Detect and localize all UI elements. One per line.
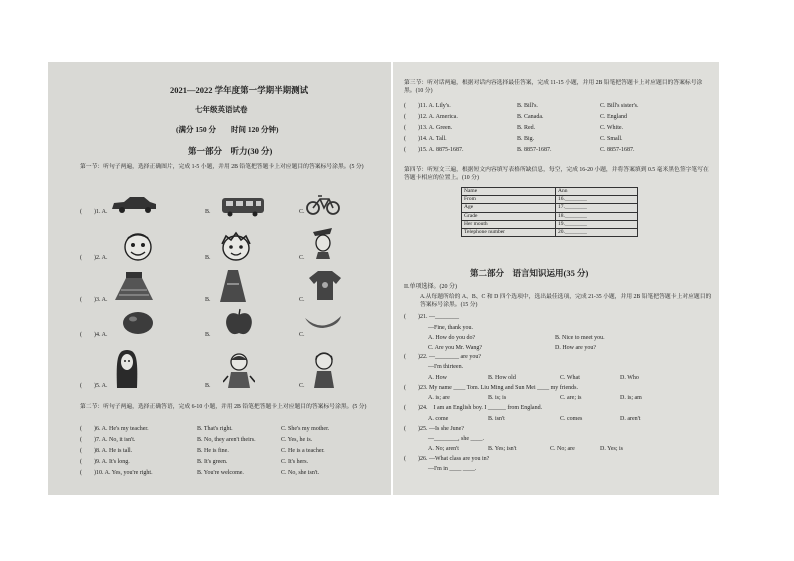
q15-c: C. 8857-1687. [600, 147, 635, 153]
table-value: 20.________ [556, 228, 638, 236]
q24-d: D. aren't [620, 416, 641, 422]
q15-b: B. 8857-1687. [517, 147, 552, 153]
dress-picture [218, 268, 248, 304]
table-row [462, 228, 638, 236]
q22-b: B. How old [488, 375, 516, 381]
q26-line2: —I'm in ____ ____. [428, 466, 477, 472]
q23-line1: ( )23. My name ____ Tom. Liu Ming and Sun Mei ____ my friends. [404, 385, 578, 391]
part2-heading: 第二部分 语言知识运用(35 分) [470, 268, 589, 278]
girl-face-picture [218, 230, 254, 262]
q10-c: C. No, she isn't. [281, 470, 320, 476]
q21-b: B. Nice to meet you. [555, 335, 605, 341]
q12-a: ( )12. A. America. [404, 114, 458, 120]
table-row [462, 212, 638, 220]
q5-b: B. [205, 383, 211, 389]
q7-a: ( )7. A. No, it isn't. [80, 437, 136, 443]
section2-instructions: 第二节：听句子两遍，选择正确答语，完成 6-10 小题，并用 2B 铅笔把答题卡上对应题目的答案标号涂黑。(5 分) [80, 404, 367, 410]
q21-line2: —Fine, thank you. [428, 325, 473, 331]
q4-label: ( )4. A. [80, 332, 108, 338]
q25-a: A. No; aren't [428, 446, 459, 452]
q22-line2: —I'm thirteen. [428, 364, 464, 370]
q22-line1: ( )22. —________ are you? [404, 354, 481, 360]
bus-picture [220, 195, 266, 217]
q1-label: ( )1. A. [80, 209, 108, 215]
q13-b: B. Red. [517, 125, 536, 131]
q10-b: B. You're welcome. [197, 470, 244, 476]
q9-c: C. It's hers. [281, 459, 309, 465]
q21-d: D. How are you? [555, 345, 596, 351]
q6-c: C. She's my mother. [281, 426, 330, 432]
table-key: Age [462, 204, 556, 212]
q21-a: A. How do you do? [428, 335, 476, 341]
q15-a: ( )15. A. 8875-1687. [404, 147, 464, 153]
q26-line1: ( )26. —What class are you in? [404, 456, 490, 462]
table-key: From [462, 196, 556, 204]
q25-line2: —________, she ____. [428, 436, 484, 442]
table-value: 16.________ [556, 196, 638, 204]
table-value: 19.________ [556, 220, 638, 228]
q8-a: ( )8. A. He is tall. [80, 448, 133, 454]
q8-b: B. He is fine. [197, 448, 229, 454]
table-value: 18.________ [556, 212, 638, 220]
boy-picture [223, 352, 255, 390]
q24-b: B. isn't [488, 416, 505, 422]
q21-line1: ( )21. —________ [404, 314, 459, 320]
q14-a: ( )14. A. Tall. [404, 136, 447, 142]
table-row [462, 188, 638, 196]
q6-a: ( )6. A. He's my teacher. [80, 426, 149, 432]
q23-c: C. are; is [560, 395, 582, 401]
q4-c: C. [299, 332, 305, 338]
part1-heading: 第一部分 听力(30 分) [188, 146, 273, 156]
q5-c: C. [299, 383, 305, 389]
q21-c: C. Are you Mr. Wang? [428, 345, 483, 351]
single-choice-heading: II.单项选择。(20 分) [404, 284, 457, 290]
table-value: 17.________ [556, 204, 638, 212]
table-key: Her mouth [462, 220, 556, 228]
apple-picture [223, 307, 255, 337]
q3-label: ( )3. A. [80, 297, 108, 303]
q6-b: B. That's right. [197, 426, 233, 432]
q11-b: B. Bill's. [517, 103, 538, 109]
q11-a: ( )11. A. Lily's. [404, 103, 451, 109]
short-hair-girl-picture [310, 350, 338, 390]
bicycle-picture [305, 192, 341, 216]
q12-c: C. England [600, 114, 627, 120]
table-row [462, 204, 638, 212]
score-time: (满分 150 分 时间 120 分钟) [176, 125, 279, 134]
q2-b: B. [205, 255, 211, 261]
table-row [462, 220, 638, 228]
q1-c: C. [299, 209, 305, 215]
section-a-instructions: A.从每题所给的 A、B、C 和 D 四个选项中，选出最佳选项，完成 21-35 小题，并用 2B 铅笔把答题卡上对应题目的答案标号涂黑。(15 分) [420, 294, 712, 308]
table-key: Name [462, 188, 556, 196]
q23-a: A. is; are [428, 395, 450, 401]
table-key: Telephone number [462, 228, 556, 236]
section3-instructions: 第三节：听对话两遍，根据对话内容选择最佳答案，完成 11-15 小题，并用 2B 铅笔把答题卡上对应题目的答案标号涂黑。(10 分) [404, 80, 703, 94]
left-exam-page [48, 62, 391, 495]
table-value: Ann [556, 188, 638, 196]
exam-title: 2021—2022 学年度第一学期半期测试 [170, 85, 309, 95]
q11-c: C. Bill's sister's. [600, 103, 639, 109]
q2-c: C. [299, 255, 305, 261]
q25-c: C. No; are [550, 446, 575, 452]
q9-a: ( )9. A. It's long. [80, 459, 130, 465]
q7-b: B. No, they aren't theirs. [197, 437, 256, 443]
q13-c: C. White. [600, 125, 624, 131]
section1-instructions: 第一节：听句子两遍，选择正确图片，完成 1-5 小题，并用 2B 铅笔把答题卡上对应题目的答案标号涂黑。(5 分) [80, 164, 364, 170]
q25-b: B. Yes; isn't [488, 446, 517, 452]
q25-line1: ( )25. —Is she June? [404, 426, 464, 432]
q1-b: B. [205, 209, 211, 215]
q5-label: ( )5. A. [80, 383, 108, 389]
right-exam-page [393, 62, 719, 495]
long-hair-girl-picture [114, 348, 140, 390]
q4-b: B. [205, 332, 211, 338]
q23-d: D. is; am [620, 395, 642, 401]
banana-picture [303, 312, 343, 334]
shirt-picture [308, 269, 342, 301]
q3-b: B. [205, 297, 211, 303]
q22-c: C. What [560, 375, 580, 381]
info-table [461, 187, 638, 237]
q10-a: ( )10. A. Yes, you're right. [80, 470, 153, 476]
q23-b: B. is; is [488, 395, 507, 401]
table-key: Grade [462, 212, 556, 220]
table-row [462, 196, 638, 204]
q22-d: D. Who [620, 375, 639, 381]
q22-a: A. How [428, 375, 447, 381]
q2-label: ( )2. A. [80, 255, 108, 261]
q8-c: C. He is a teacher. [281, 448, 325, 454]
q7-c: C. Yes, he is. [281, 437, 313, 443]
skirt-picture [113, 270, 155, 302]
section4-instructions: 第四节：听短文三遍，根据短文内容填写表格所缺信息，每空，完成 16-20 小题，并将答案填到 0.5 毫米黑色签字笔写在答题卡相应的位置上。(10 分) [404, 167, 709, 181]
orange-picture [121, 310, 155, 336]
q24-line1: ( )24. I am an English boy. I ______ from England. [404, 405, 543, 411]
q25-d: D. Yes; is [600, 446, 624, 452]
car-picture [110, 194, 158, 214]
q24-c: C. comes [560, 416, 583, 422]
q12-b: B. Canada. [517, 114, 544, 120]
man-hat-picture [310, 224, 336, 260]
q13-a: ( )13. A. Green. [404, 125, 453, 131]
boy-face-picture [121, 230, 155, 262]
q3-c: C. [299, 297, 305, 303]
q9-b: B. It's green. [197, 459, 228, 465]
q14-c: C. Small. [600, 136, 623, 142]
q24-a: A. come [428, 416, 449, 422]
q14-b: B. Big. [517, 136, 535, 142]
exam-subtitle: 七年级英语试卷 [195, 105, 248, 114]
